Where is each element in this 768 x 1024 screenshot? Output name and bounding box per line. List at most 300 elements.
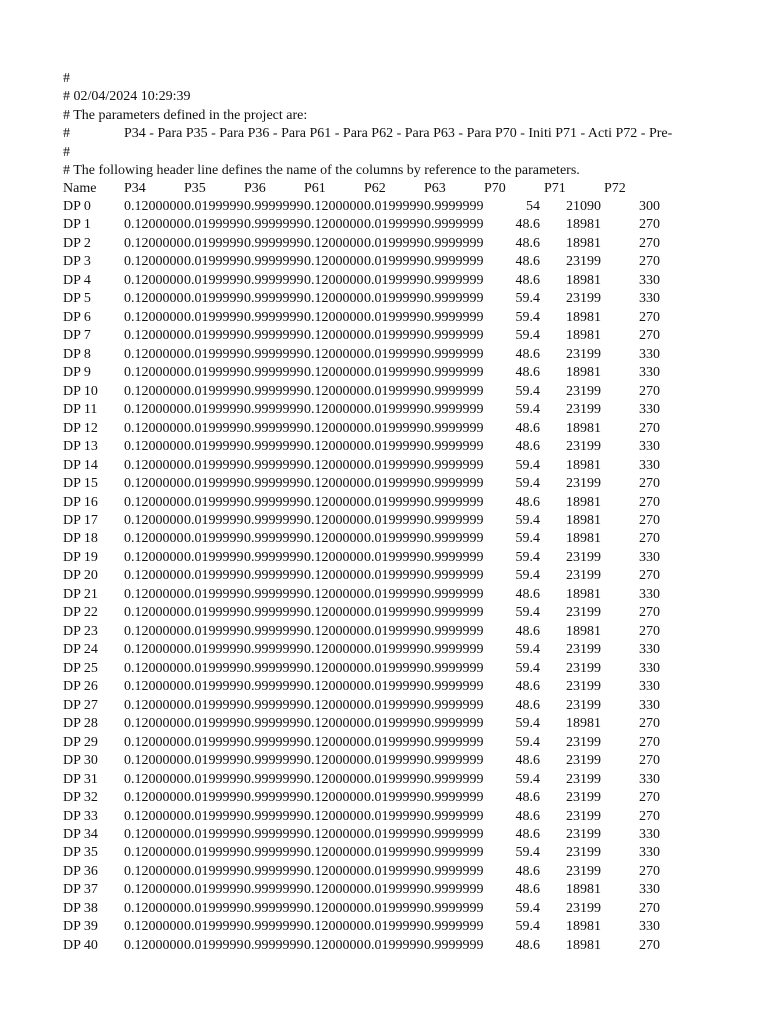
table-cell: 0.0199999 <box>184 346 244 362</box>
table-row <box>0 512 768 531</box>
table-cell: 0.0199999 <box>364 605 424 621</box>
column-header: P63 <box>424 181 446 196</box>
table-cell: 23199 <box>566 790 601 806</box>
table-row <box>0 808 768 827</box>
table-cell: 0.9999999 <box>424 217 484 233</box>
table-cell: 0.0199999 <box>184 882 244 898</box>
table-cell: 0.0199999 <box>364 383 424 399</box>
table-cell: 0.1200000 <box>304 383 364 399</box>
table-cell: 59.4 <box>515 568 540 584</box>
table-cell: 0.0199999 <box>364 549 424 565</box>
table-row <box>0 826 768 845</box>
table-cell: 0.9999999 <box>424 272 484 288</box>
table-cell: 0.1200000 <box>304 605 364 621</box>
table-cell: 0.0199999 <box>184 716 244 732</box>
table-cell: 18981 <box>566 309 601 325</box>
table-cell: DP 13 <box>63 439 98 455</box>
params-list-line: P34 - Para P35 - Para P36 - Para P61 - Para P62 - Para P63 - Para P70 - Initi P71 - Acti P72 - Pre- <box>124 126 673 141</box>
table-cell: 0.9999999 <box>424 402 484 418</box>
table-cell: 270 <box>639 531 660 547</box>
table-row <box>0 457 768 476</box>
table-cell: 0.9999999 <box>244 494 304 510</box>
table-cell: 0.1200000 <box>304 254 364 270</box>
table-cell: 0.9999999 <box>424 457 484 473</box>
table-cell: 0.9999999 <box>424 808 484 824</box>
table-cell: 48.6 <box>515 623 540 639</box>
table-cell: 0.1200000 <box>304 217 364 233</box>
table-cell: 0.9999999 <box>244 235 304 251</box>
table-row <box>0 660 768 679</box>
table-cell: 48.6 <box>515 254 540 270</box>
table-cell: 0.0199999 <box>184 494 244 510</box>
table-cell: 0.1200000 <box>304 346 364 362</box>
table-cell: 0.0199999 <box>184 199 244 214</box>
table-cell: 0.9999999 <box>424 365 484 381</box>
table-cell: 0.1200000 <box>124 734 184 750</box>
table-cell: 59.4 <box>515 660 540 676</box>
table-cell: 0.1200000 <box>304 937 364 953</box>
table-cell: 270 <box>639 753 660 769</box>
table-cell: 0.1200000 <box>124 808 184 824</box>
table-row <box>0 198 768 217</box>
table-cell: 270 <box>639 605 660 621</box>
table-cell: 0.9999999 <box>244 808 304 824</box>
table-cell: 330 <box>639 402 660 418</box>
table-cell: 23199 <box>566 476 601 492</box>
table-cell: 0.1200000 <box>124 235 184 251</box>
table-cell: 0.1200000 <box>304 697 364 713</box>
table-cell: 0.9999999 <box>244 272 304 288</box>
table-cell: 270 <box>639 235 660 251</box>
table-cell: 0.9999999 <box>244 660 304 676</box>
table-cell: 48.6 <box>515 494 540 510</box>
table-cell: 330 <box>639 826 660 842</box>
table-cell: 0.0199999 <box>184 826 244 842</box>
table-cell: 0.0199999 <box>364 623 424 639</box>
table-cell: 23199 <box>566 863 601 879</box>
table-cell: 0.1200000 <box>124 383 184 399</box>
table-cell: 0.9999999 <box>424 660 484 676</box>
table-cell: 0.0199999 <box>184 512 244 528</box>
table-cell: 0.1200000 <box>124 365 184 381</box>
table-cell: 0.0199999 <box>184 457 244 473</box>
table-cell: 0.0199999 <box>184 383 244 399</box>
table-cell: 0.0199999 <box>364 309 424 325</box>
table-cell: 0.9999999 <box>244 586 304 602</box>
table-cell: 0.1200000 <box>124 476 184 492</box>
table-cell: 270 <box>639 716 660 732</box>
table-cell: DP 1 <box>63 217 91 233</box>
table-cell: 330 <box>639 439 660 455</box>
table-cell: DP 33 <box>63 808 98 824</box>
table-cell: 0.9999999 <box>424 439 484 455</box>
table-row <box>0 771 768 790</box>
table-cell: 18981 <box>566 365 601 381</box>
table-cell: 0.0199999 <box>364 660 424 676</box>
table-cell: DP 36 <box>63 863 98 879</box>
table-cell: 0.1200000 <box>304 734 364 750</box>
table-cell: 0.9999999 <box>424 531 484 547</box>
table-cell: 0.9999999 <box>244 716 304 732</box>
table-cell: 0.1200000 <box>124 605 184 621</box>
table-row <box>0 567 768 586</box>
table-cell: 0.1200000 <box>304 309 364 325</box>
table-cell: 0.0199999 <box>184 845 244 861</box>
table-cell: 18981 <box>566 919 601 935</box>
table-cell: 0.0199999 <box>364 531 424 547</box>
table-cell: 23199 <box>566 679 601 695</box>
table-cell: 0.1200000 <box>124 512 184 528</box>
table-cell: 0.9999999 <box>424 679 484 695</box>
table-cell: 0.9999999 <box>424 826 484 842</box>
column-header: P70 <box>484 181 506 196</box>
table-cell: 0.1200000 <box>124 771 184 787</box>
table-cell: 23199 <box>566 549 601 565</box>
table-cell: 270 <box>639 863 660 879</box>
table-cell: DP 26 <box>63 679 98 695</box>
table-cell: 48.6 <box>515 790 540 806</box>
table-cell: 0.1200000 <box>304 457 364 473</box>
table-cell: 270 <box>639 309 660 325</box>
table-cell: DP 2 <box>63 235 91 251</box>
table-cell: 48.6 <box>515 808 540 824</box>
table-row <box>0 641 768 660</box>
table-cell: 0.9999999 <box>424 199 484 214</box>
table-cell: DP 20 <box>63 568 98 584</box>
table-cell: 23199 <box>566 697 601 713</box>
table-cell: DP 21 <box>63 586 98 602</box>
table-cell: 23199 <box>566 291 601 307</box>
table-cell: 0.9999999 <box>424 291 484 307</box>
table-cell: 0.9999999 <box>424 790 484 806</box>
table-cell: 59.4 <box>515 549 540 565</box>
table-cell: 0.1200000 <box>124 845 184 861</box>
table-cell: DP 0 <box>63 199 91 214</box>
table-cell: 270 <box>639 734 660 750</box>
table-row <box>0 364 768 383</box>
table-cell: DP 28 <box>63 716 98 732</box>
table-row <box>0 494 768 513</box>
table-cell: 0.0199999 <box>364 863 424 879</box>
table-cell: 0.0199999 <box>364 734 424 750</box>
table-cell: 0.9999999 <box>244 642 304 658</box>
table-row <box>0 272 768 291</box>
table-cell: 0.9999999 <box>244 734 304 750</box>
table-cell: 0.9999999 <box>424 605 484 621</box>
table-cell: 0.0199999 <box>364 900 424 916</box>
table-cell: 0.0199999 <box>184 439 244 455</box>
table-cell: 270 <box>639 217 660 233</box>
table-cell: 0.0199999 <box>184 790 244 806</box>
table-cell: 300 <box>639 199 660 214</box>
table-cell: 23199 <box>566 734 601 750</box>
table-cell: 0.1200000 <box>124 328 184 344</box>
table-row <box>0 715 768 734</box>
table-cell: 330 <box>639 679 660 695</box>
table-cell: 0.9999999 <box>424 937 484 953</box>
table-cell: 0.0199999 <box>364 254 424 270</box>
table-cell: 0.9999999 <box>424 716 484 732</box>
table-cell: 0.1200000 <box>124 642 184 658</box>
table-cell: 18981 <box>566 512 601 528</box>
table-cell: 59.4 <box>515 642 540 658</box>
table-cell: 0.1200000 <box>124 531 184 547</box>
table-cell: 0.0199999 <box>364 512 424 528</box>
table-cell: 0.9999999 <box>424 346 484 362</box>
table-cell: 48.6 <box>515 272 540 288</box>
table-cell: 0.1200000 <box>304 476 364 492</box>
table-row <box>0 937 768 956</box>
table-cell: 0.0199999 <box>364 420 424 436</box>
table-cell: 0.1200000 <box>304 272 364 288</box>
table-cell: 0.1200000 <box>304 808 364 824</box>
table-cell: 330 <box>639 660 660 676</box>
table-cell: 0.0199999 <box>184 900 244 916</box>
table-cell: 0.0199999 <box>184 568 244 584</box>
table-cell: 0.0199999 <box>364 235 424 251</box>
comment-line: # <box>63 145 70 160</box>
table-cell: 0.0199999 <box>364 716 424 732</box>
table-cell: DP 3 <box>63 254 91 270</box>
table-row <box>0 235 768 254</box>
table-cell: 0.9999999 <box>424 420 484 436</box>
table-cell: 0.0199999 <box>184 235 244 251</box>
table-cell: 0.0199999 <box>184 365 244 381</box>
table-cell: 48.6 <box>515 217 540 233</box>
table-cell: 330 <box>639 272 660 288</box>
table-cell: 0.1200000 <box>124 790 184 806</box>
table-cell: DP 16 <box>63 494 98 510</box>
table-cell: 270 <box>639 512 660 528</box>
table-cell: DP 8 <box>63 346 91 362</box>
table-row <box>0 309 768 328</box>
table-cell: 48.6 <box>515 439 540 455</box>
table-cell: 0.0199999 <box>364 439 424 455</box>
table-cell: 48.6 <box>515 679 540 695</box>
table-cell: 0.9999999 <box>244 476 304 492</box>
table-row <box>0 383 768 402</box>
table-cell: 0.9999999 <box>424 476 484 492</box>
columns-intro-line: # The following header line defines the name of the columns by reference to the parameters. <box>63 163 580 178</box>
table-cell: 0.9999999 <box>424 254 484 270</box>
params-intro-line: # The parameters defined in the project are: <box>63 108 308 123</box>
table-cell: 0.1200000 <box>304 771 364 787</box>
table-cell: 330 <box>639 919 660 935</box>
table-cell: 0.9999999 <box>424 697 484 713</box>
table-cell: 0.9999999 <box>424 568 484 584</box>
table-cell: 0.9999999 <box>244 882 304 898</box>
table-cell: 0.1200000 <box>124 199 184 214</box>
table-cell: 59.4 <box>515 402 540 418</box>
table-cell: 0.9999999 <box>244 568 304 584</box>
table-row <box>0 346 768 365</box>
table-cell: 0.9999999 <box>424 512 484 528</box>
table-cell: 0.1200000 <box>124 882 184 898</box>
table-cell: DP 17 <box>63 512 98 528</box>
table-cell: 0.0199999 <box>184 328 244 344</box>
table-cell: 0.9999999 <box>244 328 304 344</box>
table-row <box>0 438 768 457</box>
table-cell: DP 4 <box>63 272 91 288</box>
table-cell: 0.1200000 <box>124 291 184 307</box>
table-cell: 330 <box>639 845 660 861</box>
table-cell: DP 38 <box>63 900 98 916</box>
table-row <box>0 530 768 549</box>
table-cell: 0.0199999 <box>184 272 244 288</box>
table-row <box>0 604 768 623</box>
table-cell: 23199 <box>566 753 601 769</box>
table-cell: 270 <box>639 623 660 639</box>
table-cell: 330 <box>639 346 660 362</box>
table-cell: 0.9999999 <box>244 623 304 639</box>
table-cell: 0.0199999 <box>184 808 244 824</box>
table-cell: 18981 <box>566 716 601 732</box>
table-cell: 0.9999999 <box>424 734 484 750</box>
table-cell: 48.6 <box>515 346 540 362</box>
table-cell: 0.0199999 <box>364 586 424 602</box>
table-cell: 0.9999999 <box>244 531 304 547</box>
table-cell: 21090 <box>566 199 601 214</box>
table-row <box>0 752 768 771</box>
table-cell: 48.6 <box>515 937 540 953</box>
table-cell: 0.0199999 <box>184 679 244 695</box>
table-cell: DP 31 <box>63 771 98 787</box>
table-cell: 59.4 <box>515 309 540 325</box>
column-header: P62 <box>364 181 386 196</box>
table-cell: 0.0199999 <box>364 476 424 492</box>
table-cell: 48.6 <box>515 697 540 713</box>
table-cell: 23199 <box>566 439 601 455</box>
table-cell: 0.0199999 <box>364 346 424 362</box>
table-cell: 0.9999999 <box>244 549 304 565</box>
table-cell: 0.1200000 <box>304 753 364 769</box>
table-cell: 59.4 <box>515 900 540 916</box>
table-cell: 330 <box>639 365 660 381</box>
table-cell: 0.1200000 <box>304 439 364 455</box>
table-cell: 0.9999999 <box>244 402 304 418</box>
table-cell: DP 37 <box>63 882 98 898</box>
table-cell: 0.1200000 <box>304 365 364 381</box>
table-cell: 0.0199999 <box>364 291 424 307</box>
table-cell: 0.9999999 <box>424 383 484 399</box>
table-cell: 0.9999999 <box>244 679 304 695</box>
table-cell: 0.9999999 <box>244 697 304 713</box>
table-cell: 0.0199999 <box>364 697 424 713</box>
table-row <box>0 420 768 439</box>
table-cell: 0.0199999 <box>184 697 244 713</box>
table-cell: 48.6 <box>515 753 540 769</box>
table-header-row <box>0 180 768 199</box>
table-row <box>0 844 768 863</box>
table-cell: 0.1200000 <box>304 235 364 251</box>
table-row <box>0 697 768 716</box>
table-cell: 18981 <box>566 217 601 233</box>
table-cell: 0.1200000 <box>304 919 364 935</box>
table-cell: 0.9999999 <box>424 623 484 639</box>
table-row <box>0 863 768 882</box>
table-cell: 0.0199999 <box>184 291 244 307</box>
table-cell: DP 5 <box>63 291 91 307</box>
table-cell: 0.1200000 <box>304 790 364 806</box>
table-cell: 0.9999999 <box>244 309 304 325</box>
table-cell: DP 18 <box>63 531 98 547</box>
table-cell: 59.4 <box>515 457 540 473</box>
table-cell: 23199 <box>566 771 601 787</box>
table-cell: 0.0199999 <box>364 494 424 510</box>
table-cell: 0.9999999 <box>244 439 304 455</box>
table-cell: 0.9999999 <box>244 512 304 528</box>
table-cell: 23199 <box>566 808 601 824</box>
table-cell: 0.1200000 <box>124 586 184 602</box>
table-cell: 0.1200000 <box>304 402 364 418</box>
table-cell: 0.0199999 <box>184 217 244 233</box>
table-cell: 0.1200000 <box>304 291 364 307</box>
table-cell: 0.0199999 <box>364 937 424 953</box>
table-cell: 0.9999999 <box>244 900 304 916</box>
table-row <box>0 216 768 235</box>
table-cell: 0.9999999 <box>244 254 304 270</box>
table-cell: 270 <box>639 900 660 916</box>
table-cell: 0.1200000 <box>304 642 364 658</box>
table-cell: 0.1200000 <box>124 753 184 769</box>
table-cell: 0.1200000 <box>304 716 364 732</box>
table-row <box>0 734 768 753</box>
table-cell: 0.1200000 <box>124 568 184 584</box>
table-cell: 0.9999999 <box>424 235 484 251</box>
column-header: P71 <box>544 181 566 196</box>
table-cell: 54 <box>526 199 540 214</box>
table-cell: 0.1200000 <box>304 679 364 695</box>
table-cell: 48.6 <box>515 882 540 898</box>
table-cell: 0.0199999 <box>184 734 244 750</box>
table-cell: 270 <box>639 568 660 584</box>
table-cell: 23199 <box>566 383 601 399</box>
table-cell: 330 <box>639 291 660 307</box>
table-row <box>0 475 768 494</box>
table-cell: 0.9999999 <box>244 919 304 935</box>
table-cell: 0.9999999 <box>244 605 304 621</box>
table-cell: DP 15 <box>63 476 98 492</box>
table-cell: 59.4 <box>515 512 540 528</box>
table-cell: 330 <box>639 642 660 658</box>
table-cell: 0.1200000 <box>124 937 184 953</box>
table-cell: 0.0199999 <box>364 845 424 861</box>
table-cell: 0.1200000 <box>124 863 184 879</box>
table-cell: 330 <box>639 882 660 898</box>
table-cell: 48.6 <box>515 826 540 842</box>
table-cell: DP 39 <box>63 919 98 935</box>
table-cell: 0.0199999 <box>184 476 244 492</box>
table-cell: 0.9999999 <box>244 217 304 233</box>
table-cell: 18981 <box>566 235 601 251</box>
table-cell: 0.0199999 <box>364 679 424 695</box>
table-cell: 0.0199999 <box>364 199 424 214</box>
timestamp-line: # 02/04/2024 10:29:39 <box>63 89 191 104</box>
table-cell: 59.4 <box>515 383 540 399</box>
table-cell: 0.0199999 <box>364 771 424 787</box>
table-cell: DP 40 <box>63 937 98 953</box>
table-cell: DP 22 <box>63 605 98 621</box>
table-cell: 0.1200000 <box>124 309 184 325</box>
table-cell: DP 30 <box>63 753 98 769</box>
table-row <box>0 900 768 919</box>
table-cell: 270 <box>639 808 660 824</box>
table-cell: 0.9999999 <box>244 753 304 769</box>
table-cell: 0.1200000 <box>304 512 364 528</box>
table-cell: 0.0199999 <box>364 642 424 658</box>
table-cell: 23199 <box>566 642 601 658</box>
table-cell: 48.6 <box>515 863 540 879</box>
